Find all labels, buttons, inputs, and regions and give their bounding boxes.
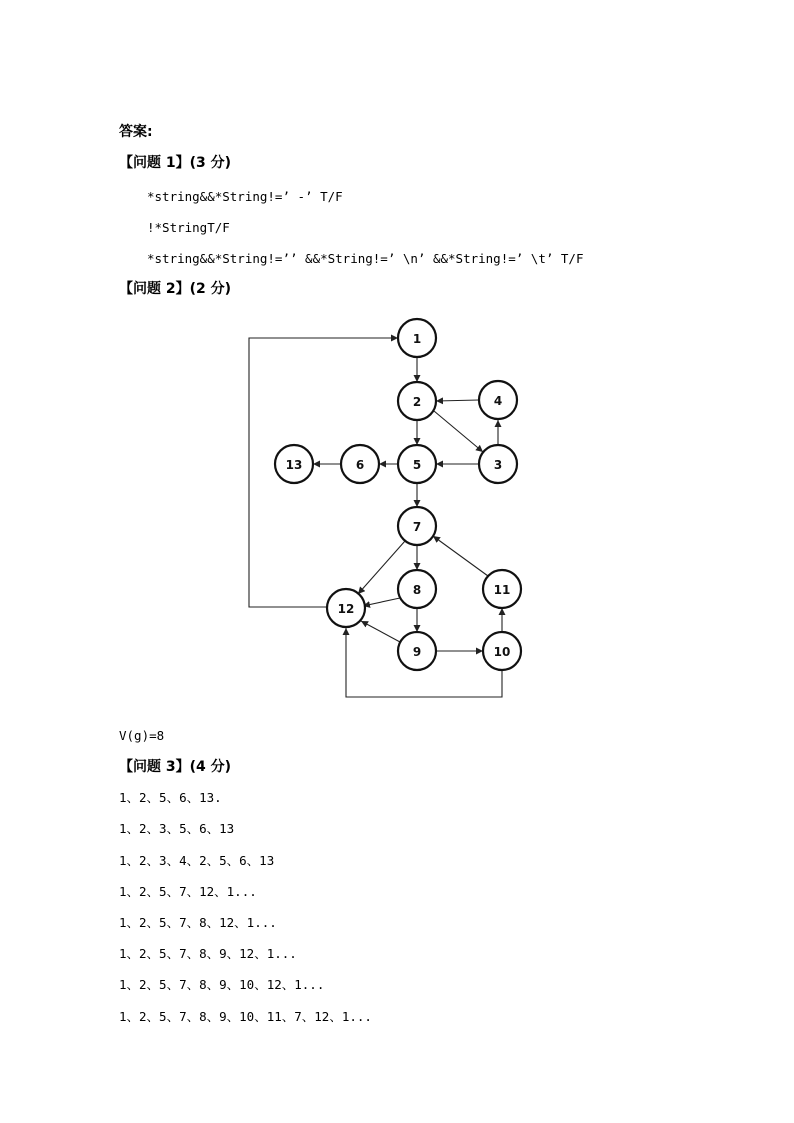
edge-8-12 xyxy=(363,598,400,606)
graph-node xyxy=(398,382,436,420)
graph-node xyxy=(327,589,365,627)
graph-edges xyxy=(249,338,502,697)
graph-node xyxy=(479,381,517,419)
graph-node xyxy=(398,445,436,483)
question-2-heading: 【问题 2】(2 分) xyxy=(119,281,232,297)
path-item: 1、2、5、7、8、9、10、12、1... xyxy=(119,977,325,992)
path-item: 1、2、5、7、8、9、12、1... xyxy=(119,946,297,961)
node-label: 5 xyxy=(412,458,422,472)
edge-4-2 xyxy=(436,400,479,401)
graph-node xyxy=(483,570,521,608)
edge-2-3 xyxy=(434,411,483,452)
node-label: 7 xyxy=(412,520,422,534)
graph-node xyxy=(398,632,436,670)
node-label: 2 xyxy=(412,395,422,409)
path-item: 1、2、3、5、6、13 xyxy=(119,821,235,836)
answer-label: 答案: xyxy=(119,124,153,140)
question-1-heading: 【问题 1】(3 分) xyxy=(119,155,232,171)
node-label: 9 xyxy=(412,645,422,659)
cyclomatic-complexity: V(g)=8 xyxy=(119,728,165,743)
node-label: 1 xyxy=(412,332,422,346)
question-3-heading: 【问题 3】(4 分) xyxy=(119,759,232,775)
node-label: 6 xyxy=(355,458,365,472)
edge-9-12 xyxy=(361,621,400,642)
node-label: 3 xyxy=(493,458,503,472)
graph-node xyxy=(341,445,379,483)
path-item: 1、2、5、7、8、9、10、11、7、12、1... xyxy=(119,1009,372,1024)
condition-line: !*StringT/F xyxy=(147,220,230,235)
condition-line: *string&&*String!=’ -’ T/F xyxy=(147,189,343,204)
node-label: 11 xyxy=(493,583,511,597)
path-item: 1、2、5、6、13. xyxy=(119,790,222,805)
graph-node xyxy=(479,445,517,483)
node-label: 10 xyxy=(493,645,511,659)
node-label: 13 xyxy=(285,458,303,472)
graph-node xyxy=(275,445,313,483)
graph-node xyxy=(398,507,436,545)
node-label: 12 xyxy=(337,602,355,616)
node-label: 4 xyxy=(493,394,503,408)
node-label: 8 xyxy=(412,583,422,597)
graph-node xyxy=(483,632,521,670)
graph-node xyxy=(398,570,436,608)
path-item: 1、2、3、4、2、5、6、13 xyxy=(119,853,275,868)
edge-11-7 xyxy=(433,536,488,576)
path-item: 1、2、5、7、8、12、1... xyxy=(119,915,277,930)
path-item: 1、2、5、7、12、1... xyxy=(119,884,257,899)
condition-line: *string&&*String!=’’ &&*String!=’ \n’ &&*String!=’ \t’ T/F xyxy=(147,251,584,266)
graph-node xyxy=(398,319,436,357)
graph-nodes xyxy=(275,319,521,670)
